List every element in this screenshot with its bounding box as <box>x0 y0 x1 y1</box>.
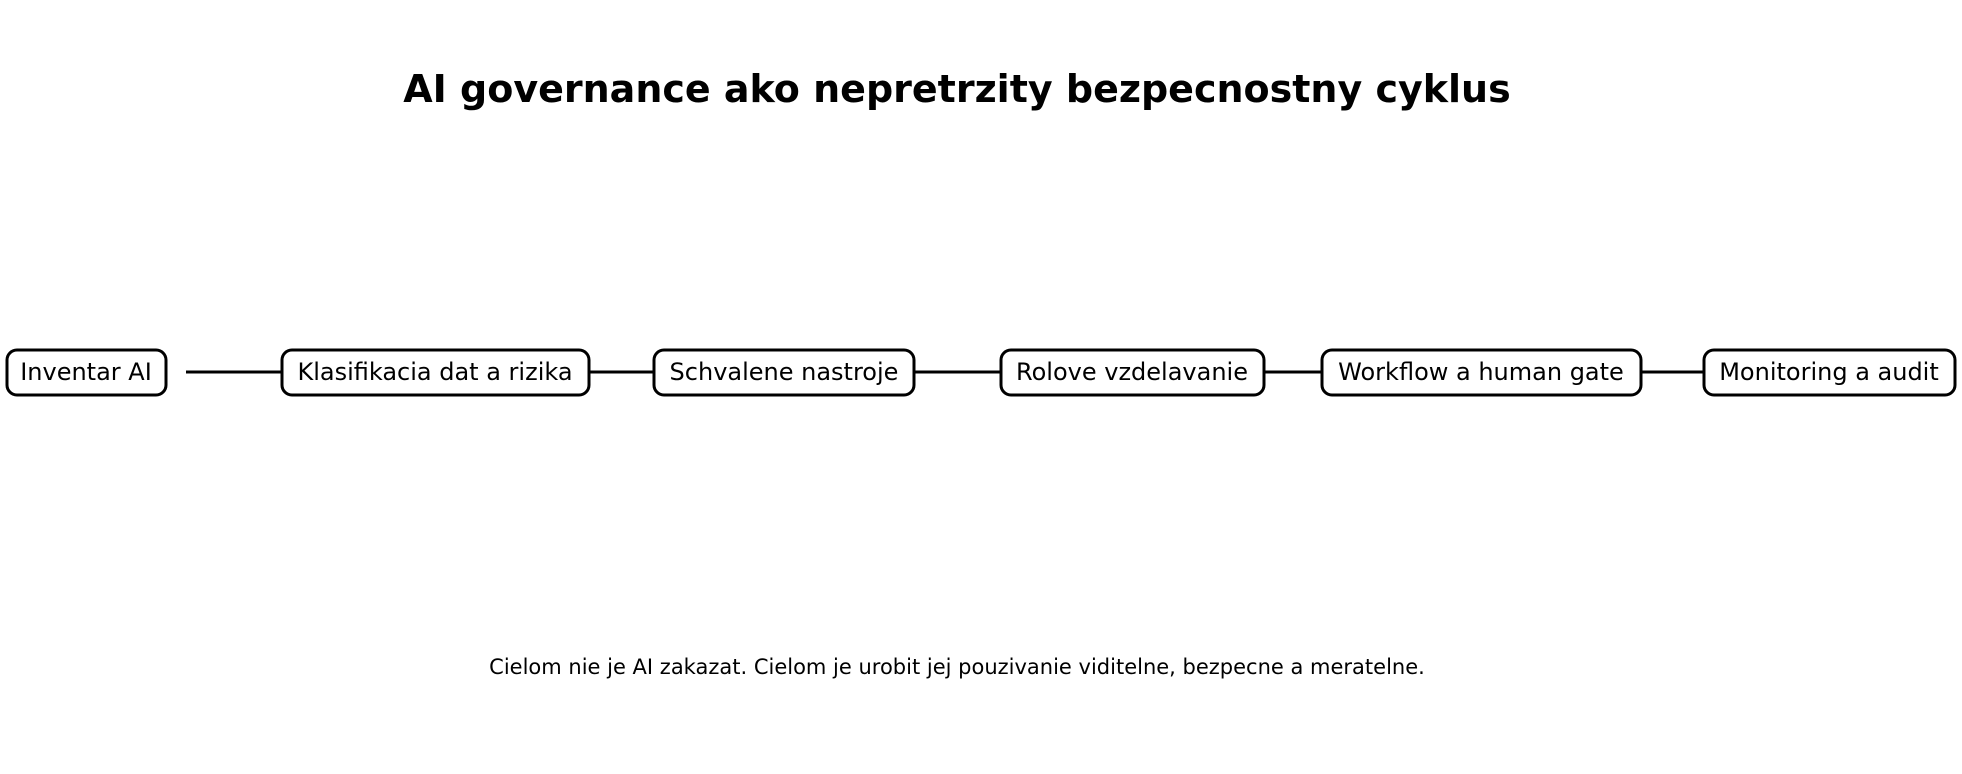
diagram-caption: Cielom nie je AI zakazat. Cielom je urobit jej pouzivanie viditelne, bezpecne a meratelne. <box>489 655 1425 679</box>
flow-step-label: Inventar AI <box>20 358 152 386</box>
flow-step-label: Workflow a human gate <box>1338 358 1624 386</box>
flow-step-label: Rolove vzdelavanie <box>1016 358 1248 386</box>
flow-step-vzdelavanie <box>1001 350 1264 395</box>
flow-step-nastroje <box>654 350 914 395</box>
flow-step-label: Monitoring a audit <box>1719 358 1939 386</box>
flow-step-label: Klasifikacia dat a rizika <box>297 358 573 386</box>
flow-step-workflow <box>1322 350 1641 395</box>
diagram-title: AI governance ako nepretrzity bezpecnostny cyklus <box>403 67 1511 111</box>
flow-step-klasifikacia <box>282 350 589 395</box>
flow-step-label: Schvalene nastroje <box>669 358 899 386</box>
flow-step-inventar <box>7 350 166 395</box>
flow-step-monitoring <box>1704 350 1955 395</box>
